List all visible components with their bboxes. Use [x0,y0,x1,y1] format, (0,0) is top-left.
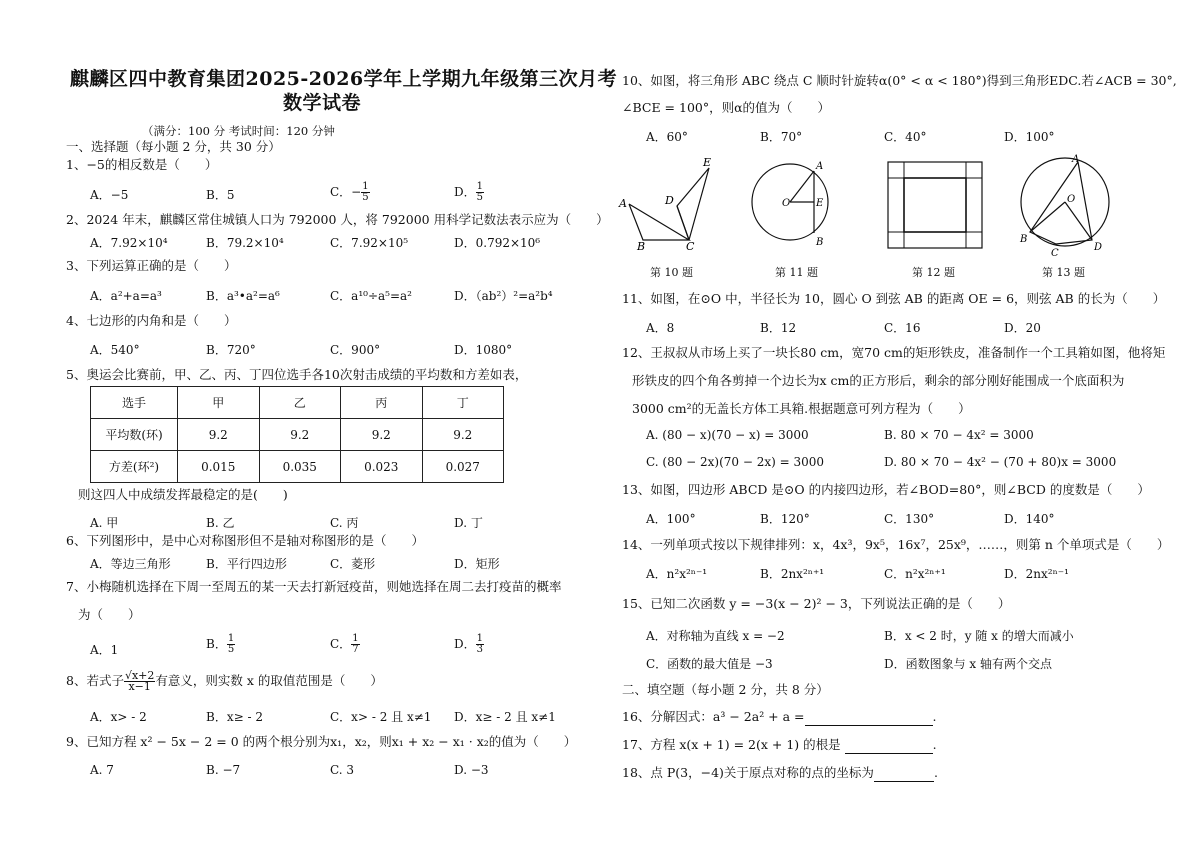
table-row [91,451,504,483]
q8-option-c: C．x> - 2 且 x≠1 [330,710,432,724]
q13-option-b: B．120° [760,512,810,526]
q13-option-d: D．140° [1004,512,1055,526]
fig13-label-b: B [1020,234,1028,245]
q1-option-d: D． $\frac{1}{5}$ [454,181,483,203]
q4-option-c: C．900° [330,343,381,357]
fig13-label-o: O [1067,194,1076,205]
q5-option-c: C. 丙 [330,516,359,530]
q18-line: 18、点 P(3，−4)关于原点对称的点的坐标为 . [622,765,938,780]
q11-stem: 11、如图，在⊙O 中，半径长为 10，圆心 O 到弦 AB 的距离 OE = 6，则弦 AB 的长为（ ） [622,291,1166,306]
q14-option-d: D．2nx²ⁿ⁻¹ [1004,567,1069,581]
q9-option-b: B. −7 [206,763,241,777]
table-header-cell: 乙 [259,387,341,419]
fig10-label-a: A [619,197,627,210]
q12-stem: 12、王叔叔从市场上买了一块长80 cm，宽70 cm的矩形铁皮，准备制作一个工具箱如图，他将矩 [622,345,1166,360]
exam-meta: （满分：100 分 考试时间：120 分钟 [142,124,335,138]
q8-option-d: D．x≥ - 2 且 x≠1 [454,710,556,724]
q13-option-c: C．130° [884,512,935,526]
q18-answer-blank[interactable] [874,765,934,782]
fig11-label-o: O [782,198,791,209]
table-header-cell: 丙 [341,387,423,419]
q15-option-b: B．x < 2 时，y 随 x 的增大而减小 [884,629,1074,643]
q12-option-a: A. (80 − x)(70 − x) = 3000 [646,428,809,442]
q10-stem-cont: ∠BCE = 100°，则α的值为（ ） [622,100,831,115]
q3-stem: 3、下列运算正确的是（ ） [66,258,237,273]
q9-option-a: A. 7 [90,763,114,777]
figure-11-caption: 第 11 题 [775,266,818,279]
table-cell: 0.023 [341,451,423,483]
score-table [90,386,504,483]
section-choice: 一、选择题（每小题 2 分，共 30 分） [66,139,281,154]
q1-option-c: C．− $\frac{1}{5}$ [330,181,369,203]
q16-line: 16、分解因式：a³ − 2a² + a = . [622,709,937,724]
q7-option-d: D． $\frac{1}{3}$ [454,633,483,655]
q4-option-d: D．1080° [454,343,513,357]
fig10-label-b: B [637,240,646,253]
q11-option-c: C．16 [884,321,921,335]
q11-option-d: D．20 [1004,321,1041,335]
q14-option-b: B．2nx²ⁿ⁺¹ [760,567,825,581]
q6-option-b: B．平行四边形 [206,557,287,571]
q1-option-b: B．5 [206,188,235,202]
q8-option-b: B．x≥ - 2 [206,710,263,724]
q5-stem: 5、奥运会比赛前，甲、乙、丙、丁四位选手各10次射击成绩的平均数和方差如表， [66,367,528,382]
q17-answer-blank[interactable] [845,737,933,754]
q8-option-a: A．x> - 2 [90,710,147,724]
table-row [91,387,504,419]
q5-follow: 则这四人中成绩发挥最稳定的是( ) [78,487,288,502]
table-row [91,419,504,451]
q7-stem: 7、小梅随机选择在下周一至周五的某一天去打新冠疫苗，则她选择在周二去打疫苗的概率 [66,579,562,594]
table-cell: 0.015 [178,451,260,483]
table-cell: 0.027 [422,451,504,483]
figure-13-caption: 第 13 题 [1042,266,1085,279]
q4-stem: 4、七边形的内角和是（ ） [66,313,237,328]
q16-answer-blank[interactable] [805,709,933,726]
table-cell: 9.2 [422,419,504,451]
q14-option-a: A．n²x²ⁿ⁻¹ [646,567,708,581]
q17-stem: 17、方程 x(x + 1) = 2(x + 1) 的根是 [622,737,841,752]
q10-option-a: A．60° [646,130,688,144]
table-header-cell: 丁 [422,387,504,419]
figure-11 [750,155,840,250]
q11-option-a: A．8 [646,321,675,335]
q5-option-d: D. 丁 [454,516,483,530]
q7-stem-cont: 为（ ） [78,607,141,622]
figure-12-caption: 第 12 题 [912,266,955,279]
q16-stem: 16、分解因式：a³ − 2a² + a = [622,709,805,724]
fig11-label-b: B [816,237,824,248]
q12-option-b: B. 80 × 70 − 4x² = 3000 [884,428,1034,442]
q5-option-b: B. 乙 [206,516,235,530]
q2-option-a: A．7.92×10⁴ [90,236,168,250]
figure-13 [1010,150,1120,262]
q3-option-d: D．（ab²）²=a²b⁴ [454,289,553,303]
fig10-label-c: C [686,240,695,253]
q12-stem-cont2: 3000 cm²的无盖长方体工具箱.根据题意可列方程为（ ） [632,401,971,416]
q14-option-c: C．n²x²ⁿ⁺¹ [884,567,946,581]
exam-title: 麒麟区四中教育集团2025-2026学年上学期九年级第三次月考 [70,68,618,90]
figure-10 [615,152,715,252]
q13-stem: 13、如图，四边形 ABCD 是⊙O 的内接四边形，若∠BOD=80°，则∠BCD 的度数是（ ） [622,482,1150,497]
figure-12 [886,160,986,252]
q4-option-a: A．540° [90,343,140,357]
fig10-label-e: E [703,156,712,169]
q11-option-b: B．12 [760,321,797,335]
figure-10-caption: 第 10 题 [650,266,693,279]
q2-option-d: D．0.792×10⁶ [454,236,541,250]
q3-option-b: B．a³•a²=a⁶ [206,289,280,303]
q13-option-a: A．100° [646,512,696,526]
q3-option-a: A．a²+a=a³ [90,289,162,303]
q12-option-d: D. 80 × 70 − 4x² − (70 + 80)x = 3000 [884,455,1117,469]
q9-option-d: D. −3 [454,763,489,777]
q1-option-a: A．−5 [90,188,129,202]
table-cell: 平均数(环) [91,419,178,451]
q5-option-a: A. 甲 [90,516,119,530]
q6-option-a: A．等边三角形 [90,557,171,571]
q7-option-c: C． $\frac{1}{7}$ [330,633,359,655]
table-cell: 0.035 [259,451,341,483]
q14-stem: 14、一列单项式按以下规律排列：x，4x³，9x⁵，16x⁷，25x⁹，……，则第 n 个单项式是（ ） [622,537,1170,552]
q12-option-c: C. (80 − 2x)(70 − 2x) = 3000 [646,455,825,469]
fig13-label-a: A [1072,154,1080,165]
q6-option-c: C．菱形 [330,557,376,571]
table-header-cell: 甲 [178,387,260,419]
q6-option-d: D．矩形 [454,557,500,571]
table-cell: 9.2 [259,419,341,451]
q9-stem: 9、已知方程 x² − 5x − 2 = 0 的两个根分别为x₁，x₂，则x₁ + x₂ − x₁ · x₂的值为（ ） [66,734,577,749]
q9-option-c: C. 3 [330,763,355,777]
fig13-label-d: D [1094,242,1103,253]
exam-subtitle: 数学试卷 [283,92,362,114]
q7-option-a: A．1 [90,643,119,657]
q12-stem-cont: 形铁皮的四个角各剪掉一个边长为x cm的正方形后，剩余的部分刚好能围成一个底面积为 [632,373,1125,388]
q17-line: 17、方程 x(x + 1) = 2(x + 1) 的根是 . [622,737,937,752]
table-cell: 9.2 [178,419,260,451]
q7-option-b: B． $\frac{1}{5}$ [206,633,235,655]
q10-option-d: D．100° [1004,130,1055,144]
q4-option-b: B．720° [206,343,256,357]
q3-option-c: C．a¹⁰÷a⁵=a² [330,289,412,303]
table-cell: 方差(环²) [91,451,178,483]
q2-option-c: C．7.92×10⁵ [330,236,409,250]
q2-stem: 2、2024 年末，麒麟区常住城镇人口为 792000 人，将 792000 用科学记数法表示应为（ ） [66,212,609,227]
q10-stem: 10、如图，将三角形 ABC 绕点 C 顺时针旋转α(0° < α < 180°)得到三角形EDC.若∠ACB = 30°, [622,73,1177,88]
section-fill: 二、填空题（每小题 2 分，共 8 分） [622,682,829,697]
fig13-label-c: C [1051,248,1059,259]
q6-stem: 6、下列图形中，是中心对称图形但不是轴对称图形的是（ ） [66,533,424,548]
table-cell: 9.2 [341,419,423,451]
table-header-cell: 选手 [91,387,178,419]
q10-option-c: C．40° [884,130,927,144]
q15-option-d: D．函数图象与 x 轴有两个交点 [884,657,1053,671]
q8-stem: 8、若式子 $\frac{√x+2}{x-1}$ 有意义，则实数 x 的取值范围是（ ） [66,669,383,693]
q18-stem: 18、点 P(3，−4)关于原点对称的点的坐标为 [622,765,874,780]
fig11-label-e: E [816,198,824,209]
fig10-label-d: D [665,194,674,207]
q15-option-a: A．对称轴为直线 x = −2 [646,629,785,643]
q15-option-c: C．函数的最大值是 −3 [646,657,773,671]
fig11-label-a: A [816,161,824,172]
q1-stem: 1、−5的相反数是（ ） [66,157,218,172]
q2-option-b: B．79.2×10⁴ [206,236,284,250]
q10-option-b: B．70° [760,130,803,144]
q15-stem: 15、已知二次函数 y = −3(x − 2)² − 3，下列说法正确的是（ ） [622,596,1011,611]
